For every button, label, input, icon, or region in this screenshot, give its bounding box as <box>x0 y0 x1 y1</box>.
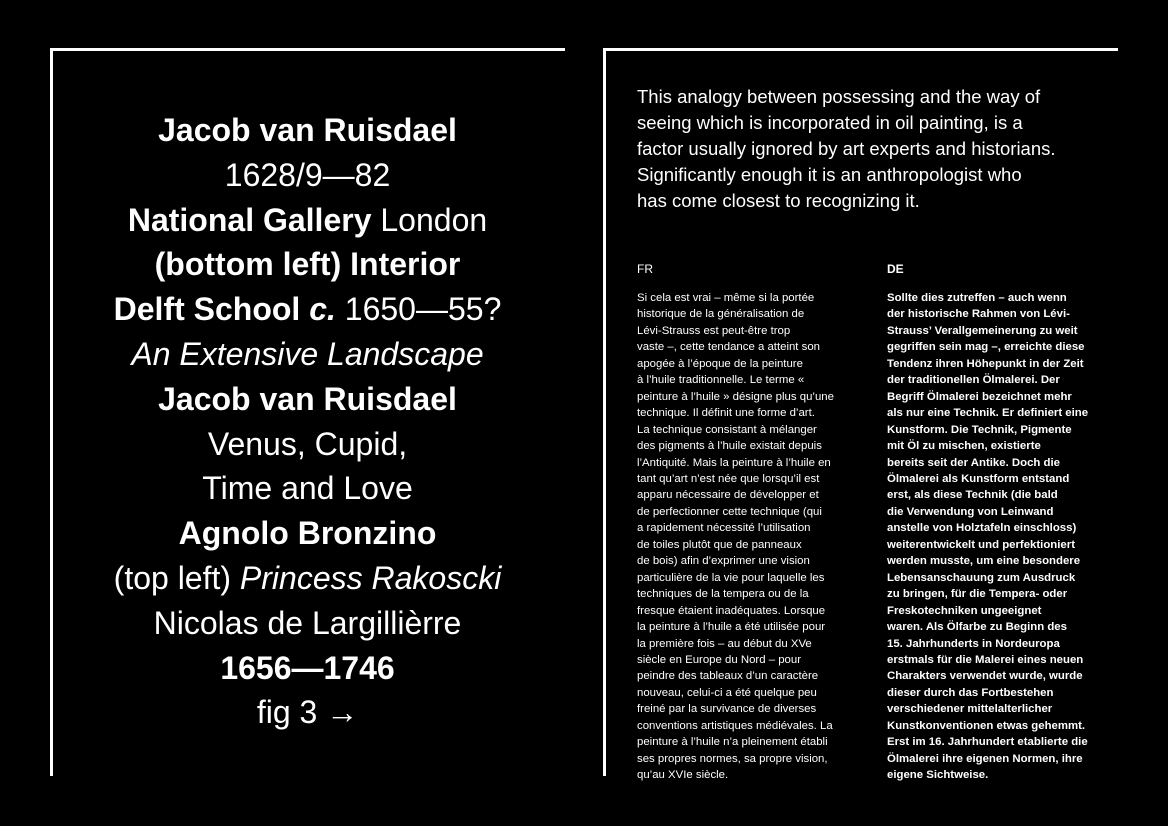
credit-line <box>55 242 560 287</box>
fr-text-line: vaste –, cette tendance a atteint son <box>637 341 821 354</box>
de-text-line: 15. Jahrhunderts in Nordeuropa <box>887 637 1060 650</box>
de-text-line: Sollte dies zutreffen – auch wenn <box>887 292 1067 304</box>
de-text-line: die Verwendung von Leinwand <box>887 505 1054 518</box>
fr-text-line: tant qu’art n’est née que lorsqu’il est <box>637 472 820 485</box>
credit-line <box>55 601 560 646</box>
fr-text-line: technique. Il définit une forme d’art. <box>637 407 815 420</box>
de-text-line: mit Öl zu mischen, existierte <box>887 440 1041 453</box>
de-text-line: Freskotechniken ungeeignet <box>887 604 1042 617</box>
fr-label: FR <box>637 262 653 276</box>
fr-text-line: la peinture à l’huile a été utilisée pour <box>637 621 826 634</box>
fr-text-line: particulière de la vie pour laquelle les <box>637 571 825 584</box>
de-text-line: Lebensanschauung zum Ausdruck <box>887 571 1076 584</box>
de-text-line: anstelle von Holztafeln einschloss) <box>887 522 1077 535</box>
right-frame-side-rule <box>603 48 606 776</box>
fr-text-line: l’Antiquité. Mais la peinture à l’huile en <box>637 456 831 469</box>
fr-text-line: nouveau, celui-ci a été quelque peu <box>637 686 817 699</box>
de-text-line: als nur eine Technik. Er definiert eine <box>887 407 1089 420</box>
credit-segment: An Extensive Landscape <box>131 335 484 372</box>
credit-segment: Jacob van Ruisdael <box>158 112 457 148</box>
credit-segment: National Gallery <box>127 201 372 238</box>
de-text-line: erstmals für die Malerei eines neuen <box>887 653 1084 666</box>
fr-text-line: fresque étaient inadéquates. Lorsque <box>637 604 826 617</box>
de-text-line: Tendenz ihren Höhepunkt in der Zeit <box>887 357 1084 370</box>
de-text-line: der historische Rahmen von Lévi- <box>887 308 1070 321</box>
de-text-line: Erst im 16. Jahrhundert etablierte die <box>887 736 1088 749</box>
de-text-line: dieser durch das Fortbestehen <box>887 686 1054 699</box>
de-text-line: weiterentwickelt und perfektioniert <box>887 538 1075 551</box>
right-frame-top-rule <box>603 48 1118 51</box>
credit-line <box>55 511 560 556</box>
credit-segment: (bottom left) Interior <box>154 246 461 283</box>
intro-line: Significantly enough it is an anthropologist who <box>637 164 1022 185</box>
de-text-line: Kunstkonventionen etwas gehemmt. <box>887 719 1086 732</box>
fr-text-line: peinture à l’huile » désigne plus qu’une <box>637 390 834 403</box>
credit-segment: 1656—1746 <box>220 649 395 686</box>
credit-line <box>55 198 560 243</box>
intro-line: factor usually ignored by art experts and historians. <box>637 138 1056 159</box>
image-credits <box>55 108 560 735</box>
credit-line <box>55 422 560 467</box>
de-text-line: erst, als diese Technik (die bald <box>887 489 1058 502</box>
credit-line <box>55 287 560 332</box>
de-text-line: gegriffen sein mag –, erreichte diese <box>887 341 1085 354</box>
de-text-column <box>887 290 1127 784</box>
de-text-line: zu bringen, für die Tempera- oder <box>887 588 1068 601</box>
fr-text-line: a rapidement nécessité l’utilisation <box>637 522 811 535</box>
fr-text-line: apparu nécessaire de développer et <box>637 489 819 502</box>
de-text-line: Charakters verwendet wurde, wurde <box>887 670 1083 683</box>
credit-segment: Princess Rakoscki <box>239 559 502 596</box>
de-label: DE <box>887 262 904 276</box>
fr-text-line: conventions artistiques médiévales. La <box>637 719 833 732</box>
fr-text-line: freiné par la survivance de diverses <box>637 703 817 716</box>
de-text-line: der traditionellen Ölmalerei. Der <box>887 374 1060 387</box>
de-text-line: Kunstform. Die Technik, Pigmente <box>887 423 1072 436</box>
credit-segment: 1650—55? <box>335 291 502 328</box>
credit-segment: c. <box>309 291 336 328</box>
fr-text-line: de perfectionner cette technique (qui <box>637 505 822 518</box>
fr-text-line: peindre des tableaux d’un caractère <box>637 670 819 683</box>
fr-text-line: de toiles plutôt que de panneaux <box>637 538 802 551</box>
fr-text-line: à l’huile traditionnelle. Le terme « <box>637 374 805 387</box>
fr-text-line: qu’au XVIe siècle. <box>637 769 729 782</box>
intro-line: has come closest to recognizing it. <box>637 190 920 211</box>
credit-line <box>55 690 560 735</box>
credit-segment: London <box>371 201 488 238</box>
de-text-line: verschiedener mittelalterlicher <box>887 703 1053 716</box>
credit-segment: Time and Love <box>202 470 413 507</box>
fr-text-line: la première fois – au début du XVe <box>637 637 812 650</box>
credit-segment: (top left) <box>113 559 240 596</box>
fr-text-line: historique de la généralisation de <box>637 308 805 321</box>
intro-paragraph <box>637 84 1127 214</box>
credit-line <box>55 556 560 601</box>
de-text-line: eigene Sichtweise. <box>887 769 989 782</box>
fr-text-line: peinture à l’huile n’a pleinement établi <box>637 736 828 749</box>
fr-text-line: siècle en Europe du Nord – pour <box>637 653 802 666</box>
de-text-line: werden musste, um eine besondere <box>887 555 1081 568</box>
credit-line <box>55 332 560 377</box>
fr-text-line: La technique consistant à mélanger <box>637 423 817 436</box>
credit-line <box>55 153 560 198</box>
credit-line <box>55 108 560 153</box>
fr-text-line: apogée à l’époque de la peinture <box>637 357 803 370</box>
fr-text-column <box>637 290 872 784</box>
intro-line: This analogy between possessing and the way of <box>637 86 1041 107</box>
credit-line <box>55 646 560 691</box>
fr-text-line: techniques de la tempera ou de la <box>637 588 809 601</box>
credit-line <box>55 377 560 422</box>
credit-segment: Delft School <box>113 291 310 328</box>
fr-text-line: Lévi-Strauss est peut-être trop <box>637 324 791 337</box>
credit-line <box>55 466 560 511</box>
de-text-line: waren. Als Ölfarbe zu Beginn des <box>887 621 1067 634</box>
intro-line: seeing which is incorporated in oil painting, is a <box>637 112 1023 133</box>
credit-segment: Nicolas de Largillièrre <box>153 604 462 641</box>
de-text-line: bereits seit der Antike. Doch die <box>887 456 1061 469</box>
de-text-line: Begriff Ölmalerei bezeichnet mehr <box>887 390 1072 403</box>
fr-text-line: ses propres normes, sa propre vision, <box>637 752 828 765</box>
fr-text-line: des pigments à l’huile existait depuis <box>637 440 822 453</box>
credit-segment: Jacob van Ruisdael <box>158 380 457 417</box>
de-text-line: Strauss’ Verallgemeinerung zu weit <box>887 324 1078 337</box>
de-text-line: Ölmalerei ihre eigenen Normen, ihre <box>887 752 1083 765</box>
credit-segment: Agnolo Bronzino <box>178 515 437 552</box>
credit-segment: 1628/9—82 <box>224 156 391 193</box>
fr-text-line: de bois) afin d’exprimer une vision <box>637 555 810 568</box>
fr-text-line: Si cela est vrai – même si la portée <box>637 292 815 304</box>
credit-segment: fig 3 → <box>256 694 359 731</box>
left-frame-top-rule <box>50 48 565 51</box>
de-text-line: Ölmalerei als Kunstform entstand <box>887 472 1070 485</box>
left-frame-side-rule <box>50 48 53 776</box>
credit-segment: Venus, Cupid, <box>207 425 408 462</box>
